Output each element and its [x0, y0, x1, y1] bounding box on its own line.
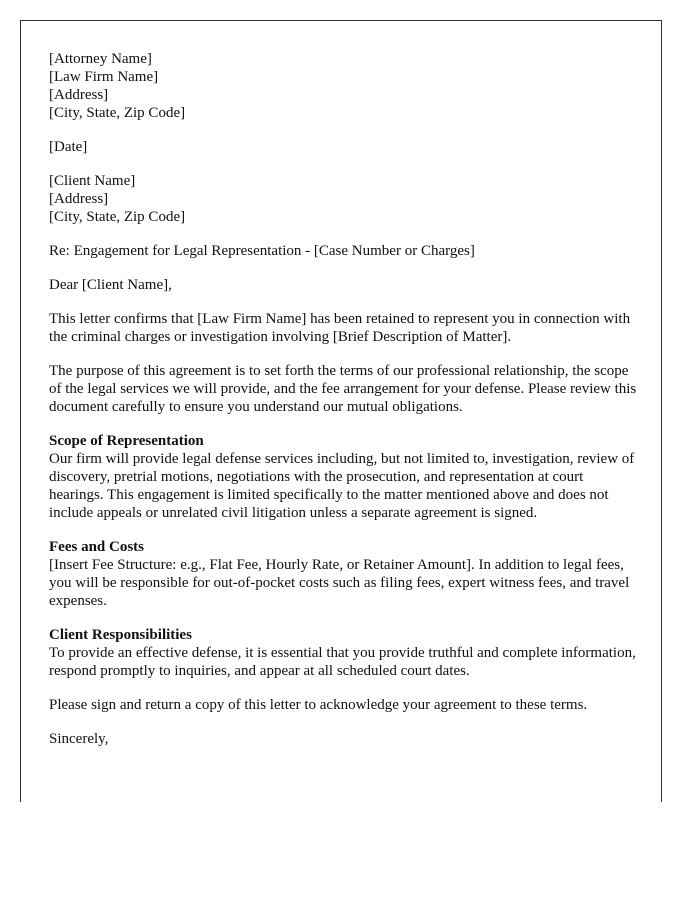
section-scope	[49, 432, 639, 522]
sender-address: [Address]	[49, 87, 109, 103]
salutation: Dear [Client Name],	[49, 277, 172, 293]
purpose-paragraph: The purpose of this agreement is to set forth the terms of our professional relationship, the scope of the legal services we will provide, and the fee arrangement for your defense. Please review this document carefully to ensure you understand our mutual obligations.	[49, 363, 637, 415]
closing-request: Please sign and return a copy of this letter to acknowledge your agreement to these terms.	[49, 697, 588, 713]
recipient-name: [Client Name]	[49, 173, 136, 189]
section-heading: Fees and Costs	[49, 539, 145, 555]
recipient-block	[49, 172, 639, 226]
sender-city: [City, State, Zip Code]	[49, 105, 186, 121]
section-responsibilities	[49, 626, 639, 680]
letter-date: [Date]	[49, 139, 88, 155]
recipient-address: [Address]	[49, 191, 109, 207]
intro-paragraph: This letter confirms that [Law Firm Name] has been retained to represent you in connection with the criminal charges or investigation involving [Brief Description of Matter].	[49, 311, 631, 345]
subject-line: Re: Engagement for Legal Representation - [Case Number or Charges]	[49, 243, 475, 259]
sender-block	[49, 50, 639, 122]
closing: Sincerely,	[49, 731, 109, 747]
sender-name: [Attorney Name]	[49, 51, 152, 67]
section-fees	[49, 538, 639, 610]
letter-page	[20, 20, 662, 802]
sender-firm: [Law Firm Name]	[49, 69, 159, 85]
section-heading: Scope of Representation	[49, 433, 204, 449]
section-body: Our firm will provide legal defense services including, but not limited to, investigation, review of discovery, pretrial motions, negotiations with the prosecution, and representation at court hearings. This engagement is limited specifically to the matter mentioned above and does not include appeals or unrelated civil litigation unless a separate agreement is signed.	[49, 451, 635, 521]
recipient-city: [City, State, Zip Code]	[49, 209, 186, 225]
section-heading: Client Responsibilities	[49, 627, 192, 643]
section-body: [Insert Fee Structure: e.g., Flat Fee, Hourly Rate, or Retainer Amount]. In addition to legal fees, you will be responsible for out-of-pocket costs such as filing fees, expert witness fees, and travel expenses.	[49, 557, 630, 609]
section-body: To provide an effective defense, it is essential that you provide truthful and complete information, respond promptly to inquiries, and appear at all scheduled court dates.	[49, 645, 636, 679]
